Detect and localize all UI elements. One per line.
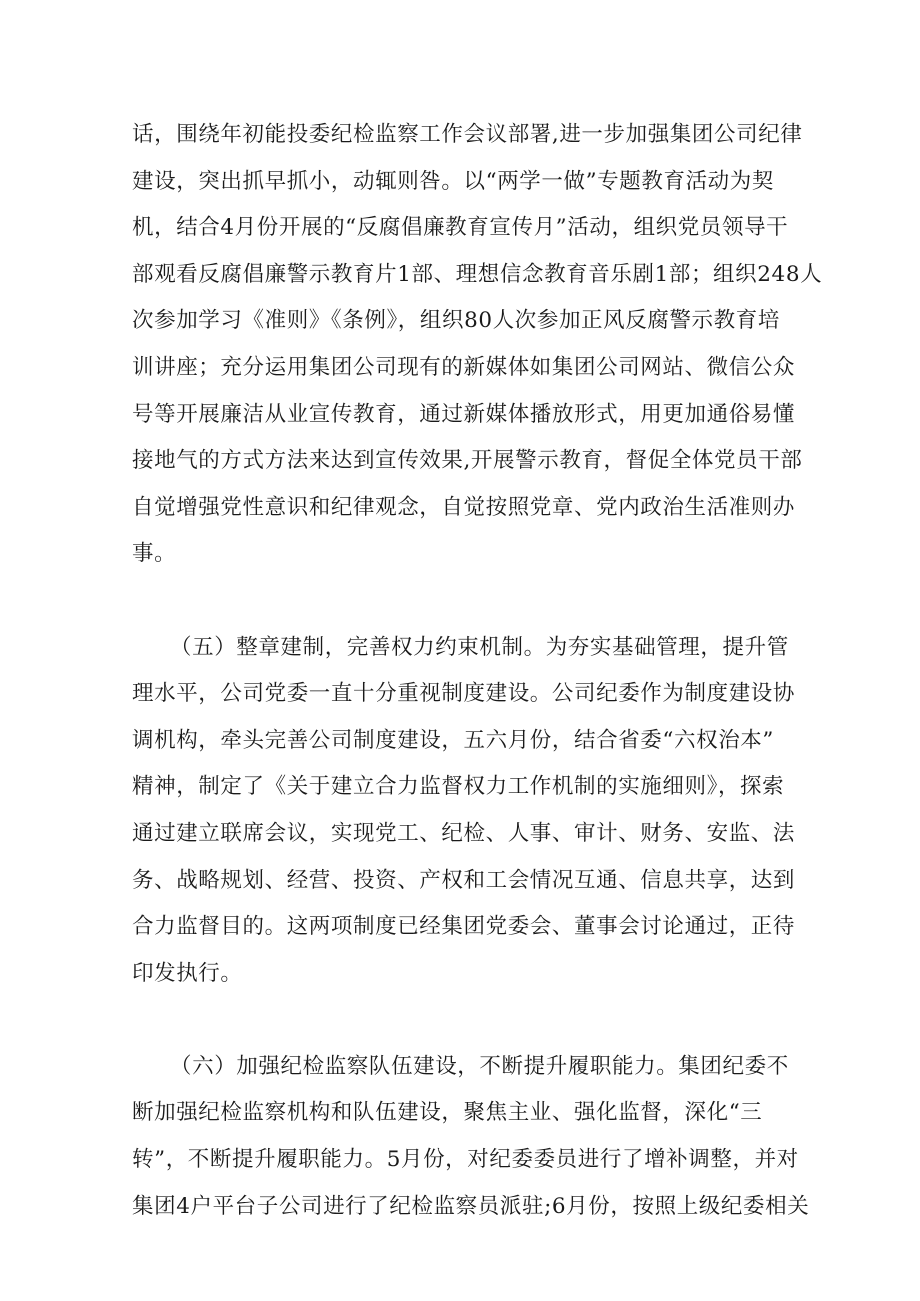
text-line: 机，结合4月份开展的“反腐倡廉教育宣传月”活动，组织党员领导干 — [132, 215, 789, 241]
text-line: 事。 — [132, 541, 177, 567]
document-body — [132, 112, 823, 1230]
text-line: 接地气的方式方法来达到宣传效果,开展警示教育，督促全体党员干部 — [132, 448, 803, 474]
text-line: 务、战略规划、经营、投资、产权和工会情况互通、信息共享，达到 — [132, 867, 796, 893]
paragraph-3 — [132, 1044, 810, 1230]
text-line: 训讲座；充分运用集团公司现有的新媒体如集团公司网站、微信公众 — [132, 354, 796, 380]
text-line: 次参加学习《准则》《条例》，组织80人次参加正风反腐警示教育培 — [132, 308, 780, 334]
text-line: 合力监督目的。这两项制度已经集团党委会、董事会讨论通过，正待 — [132, 914, 796, 940]
text-line-first: （五）整章建制，完善权力约束机制。为夯实基础管理，提升管 — [170, 634, 789, 660]
text-line: 理水平，公司党委一直十分重视制度建设。公司纪委作为制度建设协 — [132, 681, 796, 707]
text-line: 通过建立联席会议，实现党工、纪检、人事、审计、财务、安监、法 — [132, 820, 796, 846]
text-line: 建设，突出抓早抓小，动辄则咎。以“两学一做”专题教育活动为契 — [132, 168, 774, 194]
text-line: 话，围绕年初能投委纪检监察工作会议部署,进一步加强集团公司纪律 — [132, 122, 803, 147]
text-line: 精神，制定了《关于建立合力监督权力工作机制的实施细则》，探索 — [132, 774, 785, 800]
paragraph-spacer — [132, 997, 802, 1044]
text-line: 印发执行。 — [132, 960, 243, 986]
paragraph-2 — [132, 625, 802, 998]
text-line: 部观看反腐倡廉警示教育片1部、理想信念教育音乐剧1部；组织248人 — [132, 261, 823, 287]
text-line: 号等开展廉洁从业宣传教育，通过新媒体播放形式，用更加通俗易懂 — [132, 401, 796, 427]
text-line-first: （六）加强纪检监察队伍建设，不断提升履职能力。集团纪委不 — [170, 1053, 789, 1079]
text-line: 自觉增强党性意识和纪律观念，自觉按照党章、党内政治生活准则办 — [132, 494, 796, 520]
text-line: 转”，不断提升履职能力。5月份，对纪委委员进行了增补调整，并对 — [132, 1147, 799, 1173]
paragraph-spacer — [132, 578, 802, 625]
text-line: 集团4户平台子公司进行了纪检监察员派驻;6月份，按照上级纪委相关 — [132, 1193, 810, 1219]
paragraph-1 — [132, 112, 823, 578]
text-line: 断加强纪检监察机构和队伍建设，聚焦主业、强化监督，深化“三 — [132, 1100, 763, 1126]
text-line: 调机构，牵头完善公司制度建设，五六月份，结合省委“六权治本” — [132, 727, 774, 753]
